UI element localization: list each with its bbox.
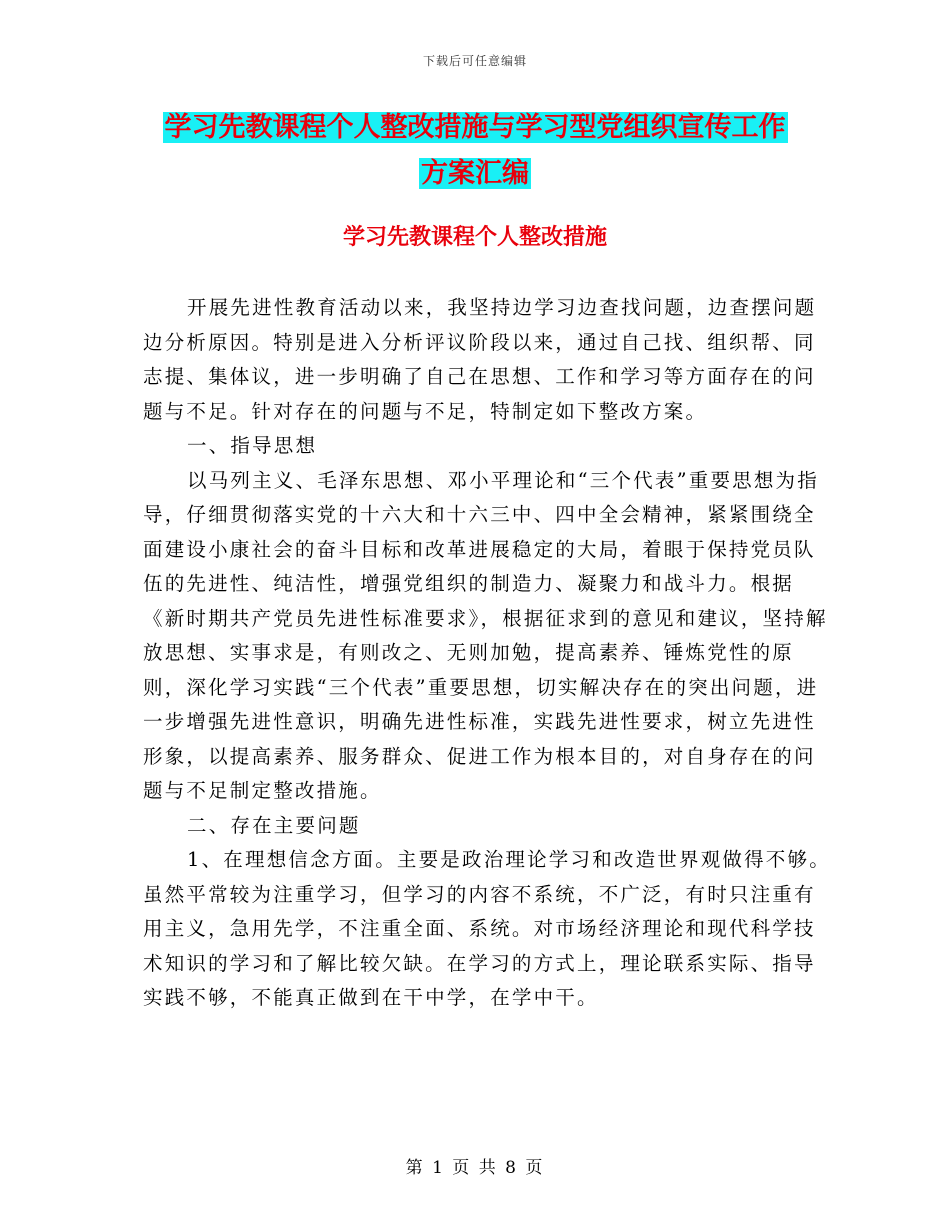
document-title-line-2 [0,154,950,194]
paragraph-guiding-ideology: 以马列主义、毛泽东思想、邓小平理论和“三个代表”重要思想为指导，仔细贯彻落实党的十六大和十六三中、四中全会精神，紧紧围绕全面建设小康社会的奋斗目标和改革进展稳定的大局，着眼于保持党员队伍的先进性、纯洁性，增强党组织的制造力、凝聚力和战斗力。根据《新时期共产党员先进性标准要求》，根据征求到的意见和建议，坚持解放思想、实事求是，有则改之、无则加勉，提高素养、锤炼党性的原则，深化学习实践“三个代表”重要思想，切实解决存在的突出问题，进一步增强先进性意识，明确先进性标准，实践先进性要求，树立先进性形象，以提高素养、服务群众、促进工作为根本目的，对自身存在的问题与不足制定整改措施。 [143,468,828,802]
heading-guiding-ideology: 一、指导思想 [187,434,318,457]
header-note: 下载后可任意编辑 [422,54,527,68]
section-title: 学习先教课程个人整改措施 [342,224,607,250]
document-title-line-1 [0,108,950,148]
page-footer: 第 1 页 共 8 页 [405,1158,545,1178]
heading-main-problems: 二、存在主要问题 [187,813,361,837]
title-highlight-1: 学习先教课程个人整改措施与学习型党组织宣传工作 [164,112,786,143]
title-highlight-2: 方案汇编 [421,158,529,189]
paragraph-intro: 开展先进性教育活动以来，我坚持边学习边查找问题，边查摆问题边分析原因。特别是进入分析评议阶段以来，通过自己找、组织帮、同志提、集体议，进一步明确了自己在思想、工作和学习等方面存在的问题与不足。针对存在的问题与不足，特制定如下整改方案。 [143,296,817,423]
document-body [143,291,833,1016]
paragraph-ideals-beliefs: 1、在理想信念方面。主要是政治理论学习和改造世界观做得不够。虽然平常较为注重学习，但学习的内容不系统，不广泛，有时只注重有用主义，急用先学，不注重全面、系统。对市场经济理论和现代科学技术知识的学习和了解比较欠缺。在学习的方式上，理论联系实际、指导实践不够，不能真正做到在干中学，在学中干。 [143,848,831,1009]
